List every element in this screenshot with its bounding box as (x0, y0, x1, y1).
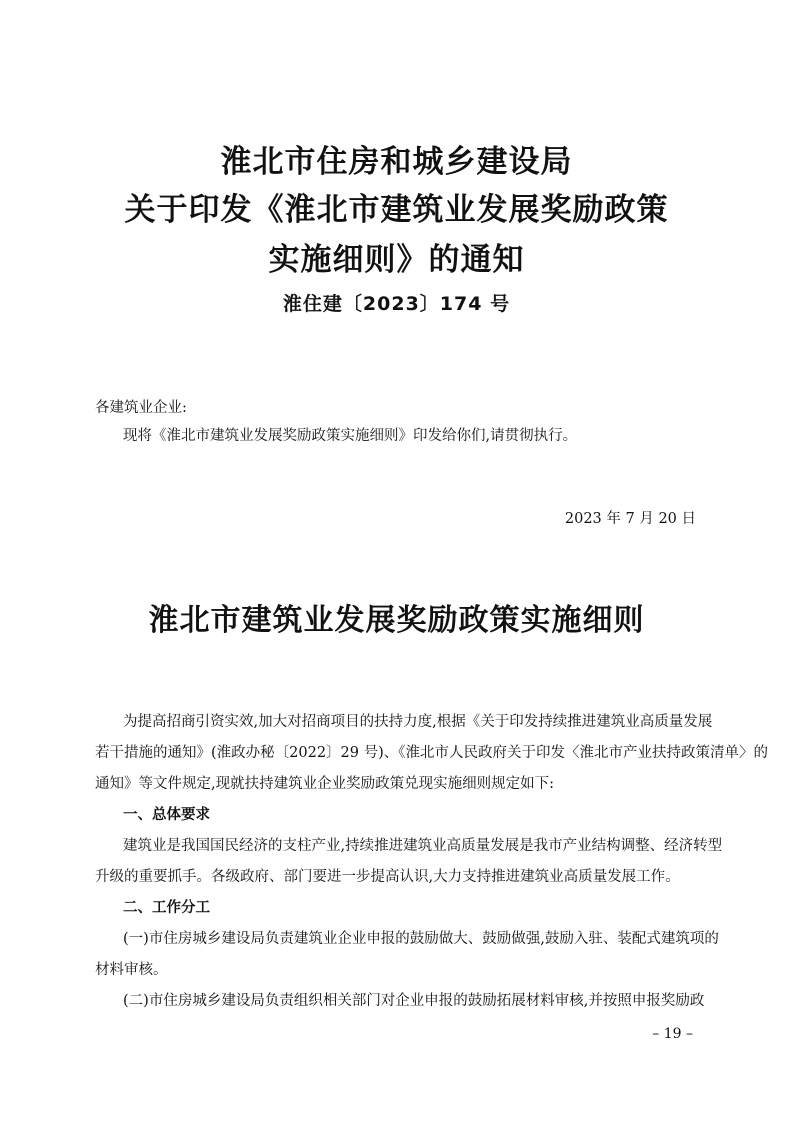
addressee: 各建筑业企业: (95, 400, 187, 416)
intro-line-1: 为提高招商引资实效,加大对招商项目的扶持力度,根据《关于印发持续推进建筑业高质量发展 (123, 714, 713, 730)
intro-line-3: 通知》等文件规定,现就扶持建筑业企业奖励政策兑现实施细则规定如下: (95, 776, 554, 792)
notice-title-line-2: 关于印发《淮北市建筑业发展奖励政策 (124, 192, 669, 228)
section2-item2-line-1: (二)市住房城乡建设局负责组织相关部门对企业申报的鼓励拓展材料审核,并按照申报奖励政 (123, 993, 705, 1009)
document-number: 淮住建〔2023〕174 号 (282, 293, 511, 315)
notice-title-line-1: 淮北市住房和城乡建设局 (220, 144, 573, 180)
rules-title: 淮北市建筑业发展奖励政策实施细则 (148, 603, 645, 638)
section-heading-1: 一、总体要求 (123, 807, 210, 823)
intro-line-2: 若干措施的通知》(淮政办秘〔2022〕29 号)、《淮北市人民政府关于印发〈淮北市产业扶持政策清单〉的 (95, 745, 769, 761)
issue-date: 2023 年 7 月 20 日 (564, 511, 696, 527)
notice-title-line-3: 实施细则》的通知 (268, 242, 525, 278)
section2-item1-line-2: 材料审核。 (95, 962, 168, 978)
section-heading-2: 二、工作分工 (123, 900, 210, 916)
section1-line-2: 升级的重要抓手。各级政府、部门要进一步提高认识,大力支持推进建筑业高质量发展工作。 (95, 869, 680, 885)
section2-item1-line-1: (一)市住房城乡建设局负责建筑业企业申报的鼓励做大、鼓励做强,鼓励入驻、装配式建筑项的 (123, 931, 719, 947)
page-number: – 19 – (652, 1026, 693, 1042)
section1-line-1: 建筑业是我国国民经济的支柱产业,持续推进建筑业高质量发展是我市产业结构调整、经济转型 (123, 838, 723, 854)
notice-body: 现将《淮北市建筑业发展奖励政策实施细则》印发给你们,请贯彻执行。 (123, 428, 578, 444)
